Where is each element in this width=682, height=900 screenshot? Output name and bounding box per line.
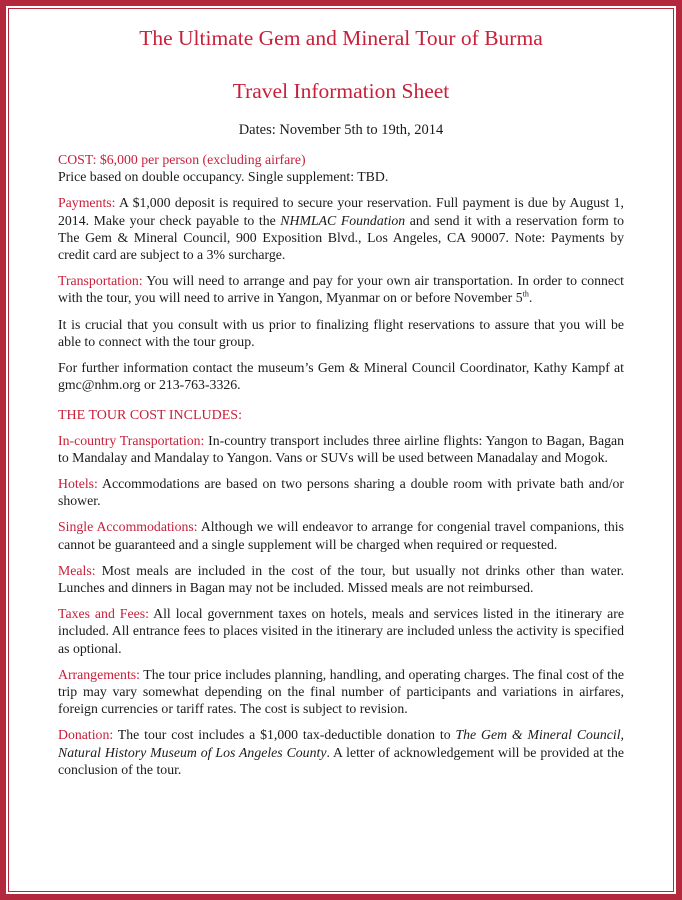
document-subtitle: Travel Information Sheet <box>232 79 450 103</box>
item-text: The tour price includes planning, handling, and operating charges. The final cost of the trip may vary somewhat depending on the final number of participants and variations in airfares, foreign currencies or tariff rates. The cost is subject to revision. <box>58 666 624 717</box>
payments-label: Payments: <box>58 195 116 211</box>
document-title: The Ultimate Gem and Mineral Tour of Burma <box>139 26 543 50</box>
contact-paragraph: For further information contact the museum’s Gem & Mineral Council Coordinator, Kathy Kampf at gmc@nhm.org or 213-763-3326. <box>58 360 624 393</box>
item-label: Meals: <box>58 562 96 578</box>
cost-label: COST: $6,000 per person (excluding airfare) <box>58 152 306 167</box>
payments-text-b: and send it with a reservation form to The Gem & Mineral Council, 900 Exposition Blvd., Los Angeles, CA 90007. Note: Payments by credit card are subject to a 3% surcharge. <box>58 212 625 263</box>
item-meals <box>58 562 624 596</box>
donation-section <box>58 726 624 778</box>
cost-note: Price based on double occupancy. Single supplement: TBD. <box>58 169 389 185</box>
item-label: Taxes and Fees: <box>58 606 149 622</box>
item-label: Arrangements: <box>58 666 140 682</box>
consult-paragraph: It is crucial that you consult with us prior to finalizing flight reservations to assure that you will be able to connect with the tour group. <box>58 316 624 349</box>
payments-foundation: NHMLAC Foundation <box>280 212 406 228</box>
tour-dates: Dates: November 5th to 19th, 2014 <box>238 122 444 138</box>
item-text: In-country transport includes three airline flights: Yangon to Bagan, Bagan to Mandalay and Mandalay to Yangon. Vans or SUVs will be used between Manadalay and Mogok. <box>58 432 624 465</box>
transportation-label: Transportation: <box>58 273 143 289</box>
transportation-text: You will need to arrange and pay for your own air transportation. In order to connect with the tour, you will need to arrive in Yangon, Myanmar on or before November 5 <box>58 273 624 306</box>
donation-org: The Gem & Mineral Council, Natural History Museum of Los Angeles County <box>58 727 624 760</box>
document-body <box>58 20 624 778</box>
donation-text-a: The tour cost includes a $1,000 tax-deductible donation to <box>113 727 456 743</box>
item-text: Although we will endeavor to arrange for congenial travel companions, this cannot be guaranteed and a single supplement will be charged when required or requested. <box>58 519 624 552</box>
donation-text-b: . A letter of acknowledgement will be provided at the conclusion of the tour. <box>58 744 624 777</box>
item-text: All local government taxes on hotels, meals and services listed in the itinerary are included. All entrance fees to places visited in the itinerary are included unless the activity is specified as optional. <box>58 606 625 656</box>
item-text: Most meals are included in the cost of the tour, but usually not drinks other than water. Lunches and dinners in Bagan may not be included. Missed meals are not reimbursed. <box>58 562 624 596</box>
donation-label: Donation: <box>58 727 114 743</box>
item-taxes-and-fees <box>58 605 624 657</box>
includes-heading: THE TOUR COST INCLUDES: <box>58 408 242 424</box>
item-label: Hotels: <box>58 476 98 492</box>
transportation-end: . <box>528 290 533 306</box>
transportation-section <box>58 272 624 306</box>
item-label: In-country Transportation: <box>58 432 205 448</box>
item-label: Single Accommodations: <box>58 519 198 535</box>
cost-section <box>58 151 624 185</box>
item-text: Accommodations are based on two persons sharing a double room with private bath and/or shower. <box>58 476 624 509</box>
item-in-country-transport <box>58 432 624 466</box>
payments-section <box>58 194 624 263</box>
payments-text-a: A $1,000 deposit is required to secure your reservation. Full payment is due by August 1, 2014. Make your check payable to the <box>58 195 624 228</box>
item-single-accommodations <box>58 518 624 552</box>
item-hotels <box>58 475 624 509</box>
transportation-sup: th <box>522 289 529 299</box>
item-arrangements <box>58 666 624 718</box>
